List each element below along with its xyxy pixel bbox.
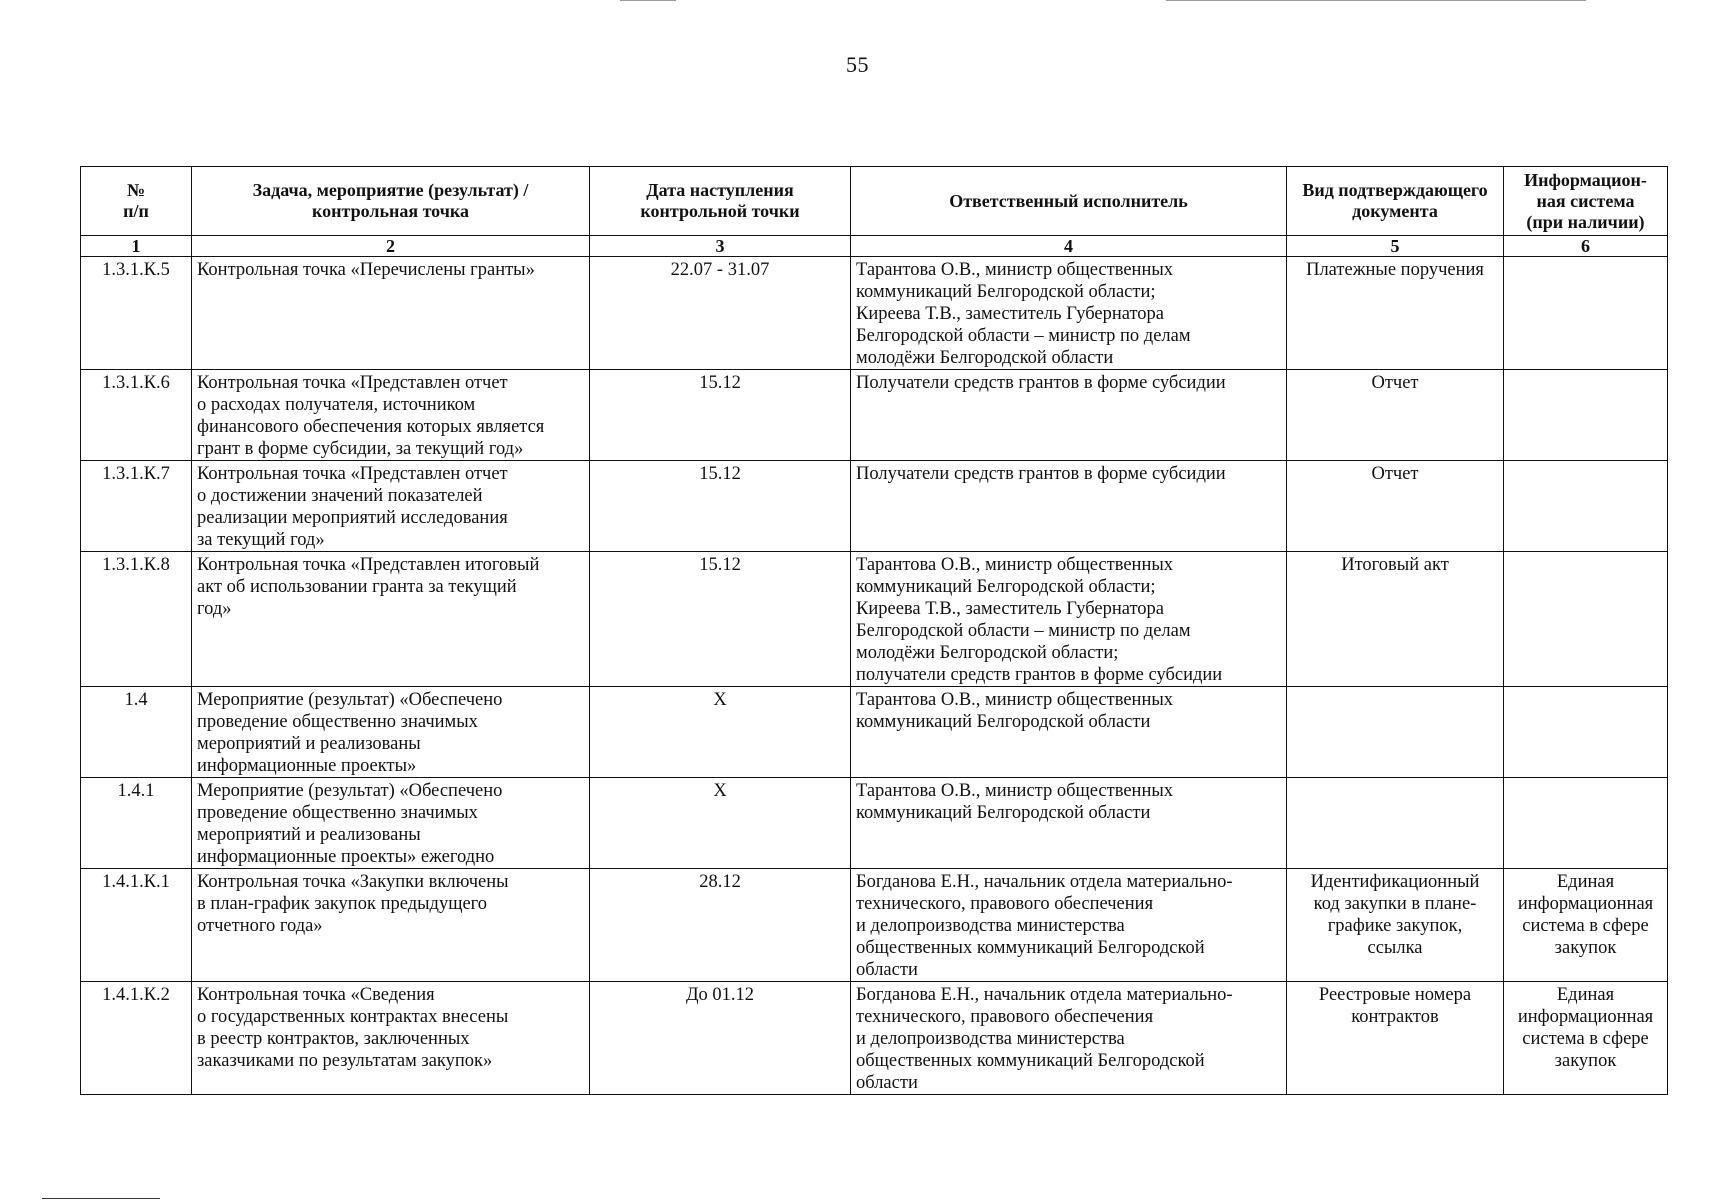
row-task: Контрольная точка «Представлен отчет о достижении значений показателей реализации мероприятий исследования за текущий год» [192, 461, 590, 552]
row-date: 15.12 [590, 461, 851, 552]
row-number: 1.3.1.К.6 [81, 370, 192, 461]
row-document: Итоговый акт [1287, 552, 1504, 687]
column-number: 6 [1504, 236, 1668, 257]
row-executor: Тарантова О.В., министр общественных коммуникаций Белгородской области; Киреева Т.В., заместитель Губернатора Белгородской области – министр по делам молодёжи Белгородской области [851, 257, 1287, 370]
row-date: 15.12 [590, 552, 851, 687]
row-system [1504, 778, 1668, 869]
row-number: 1.4.1 [81, 778, 192, 869]
table-column-numbers-row [81, 236, 1668, 257]
row-date: 28.12 [590, 869, 851, 982]
row-document [1287, 687, 1504, 778]
row-number: 1.4.1.К.1 [81, 869, 192, 982]
row-number: 1.3.1.К.5 [81, 257, 192, 370]
row-system [1504, 461, 1668, 552]
table-row [81, 370, 1668, 461]
column-number: 1 [81, 236, 192, 257]
row-system [1504, 687, 1668, 778]
table-header-row [81, 167, 1668, 236]
table-row [81, 778, 1668, 869]
header-document: Вид подтверждающего документа [1287, 167, 1504, 236]
scan-artifact-line-left [620, 0, 676, 1]
column-number: 2 [192, 236, 590, 257]
row-date: 15.12 [590, 370, 851, 461]
row-executor: Получатели средств грантов в форме субсидии [851, 461, 1287, 552]
table-row [81, 869, 1668, 982]
page-number: 55 [846, 52, 869, 77]
row-executor: Получатели средств грантов в форме субсидии [851, 370, 1287, 461]
table-row [81, 257, 1668, 370]
row-number: 1.4 [81, 687, 192, 778]
header-date: Дата наступления контрольной точки [590, 167, 851, 236]
row-system [1504, 257, 1668, 370]
header-task: Задача, мероприятие (результат) / контрольная точка [192, 167, 590, 236]
row-number: 1.3.1.К.8 [81, 552, 192, 687]
footer-separator-line [42, 1198, 160, 1199]
row-date: X [590, 687, 851, 778]
row-task: Контрольная точка «Сведения о государственных контрактах внесены в реестр контрактов, заключенных заказчиками по результатам закупок» [192, 982, 590, 1095]
row-document: Отчет [1287, 461, 1504, 552]
table-row [81, 687, 1668, 778]
row-executor: Богданова Е.Н., начальник отдела материально- технического, правового обеспечения и делопроизводства министерства общественных коммуникаций Белгородской области [851, 869, 1287, 982]
row-task: Мероприятие (результат) «Обеспечено проведение общественно значимых мероприятий и реализованы информационные проекты» ежегодно [192, 778, 590, 869]
row-number: 1.3.1.К.7 [81, 461, 192, 552]
row-task: Контрольная точка «Представлен отчет о расходах получателя, источником финансового обеспечения которых является грант в форме субсидии, за текущий год» [192, 370, 590, 461]
row-system: Единая информационная система в сфере закупок [1504, 982, 1668, 1095]
row-document: Реестровые номера контрактов [1287, 982, 1504, 1095]
row-document: Отчет [1287, 370, 1504, 461]
row-executor: Тарантова О.В., министр общественных коммуникаций Белгородской области [851, 778, 1287, 869]
row-number: 1.4.1.К.2 [81, 982, 192, 1095]
row-executor: Богданова Е.Н., начальник отдела материально- технического, правового обеспечения и делопроизводства министерства общественных коммуникаций Белгородской области [851, 982, 1287, 1095]
control-points-table [80, 166, 1668, 1095]
row-executor: Тарантова О.В., министр общественных коммуникаций Белгородской области [851, 687, 1287, 778]
header-executor: Ответственный исполнитель [851, 167, 1287, 236]
row-date: 22.07 - 31.07 [590, 257, 851, 370]
row-executor: Тарантова О.В., министр общественных коммуникаций Белгородской области; Киреева Т.В., заместитель Губернатора Белгородской области – министр по делам молодёжи Белгородской области; получатели средств грантов в форме субсидии [851, 552, 1287, 687]
header-number: № п/п [81, 167, 192, 236]
header-system: Информацион- ная система (при наличии) [1504, 167, 1668, 236]
column-number: 4 [851, 236, 1287, 257]
column-number: 5 [1287, 236, 1504, 257]
row-task: Мероприятие (результат) «Обеспечено проведение общественно значимых мероприятий и реализованы информационные проекты» [192, 687, 590, 778]
row-date: До 01.12 [590, 982, 851, 1095]
row-date: X [590, 778, 851, 869]
row-task: Контрольная точка «Перечислены гранты» [192, 257, 590, 370]
row-document: Платежные поручения [1287, 257, 1504, 370]
scan-artifact-line-right [1166, 0, 1586, 1]
table-row [81, 552, 1668, 687]
table-row [81, 982, 1668, 1095]
table-row [81, 461, 1668, 552]
row-task: Контрольная точка «Закупки включены в план-график закупок предыдущего отчетного года» [192, 869, 590, 982]
column-number: 3 [590, 236, 851, 257]
row-document [1287, 778, 1504, 869]
row-document: Идентификационный код закупки в плане- графике закупок, ссылка [1287, 869, 1504, 982]
row-task: Контрольная точка «Представлен итоговый акт об использовании гранта за текущий год» [192, 552, 590, 687]
row-system [1504, 370, 1668, 461]
row-system: Единая информационная система в сфере закупок [1504, 869, 1668, 982]
row-system [1504, 552, 1668, 687]
